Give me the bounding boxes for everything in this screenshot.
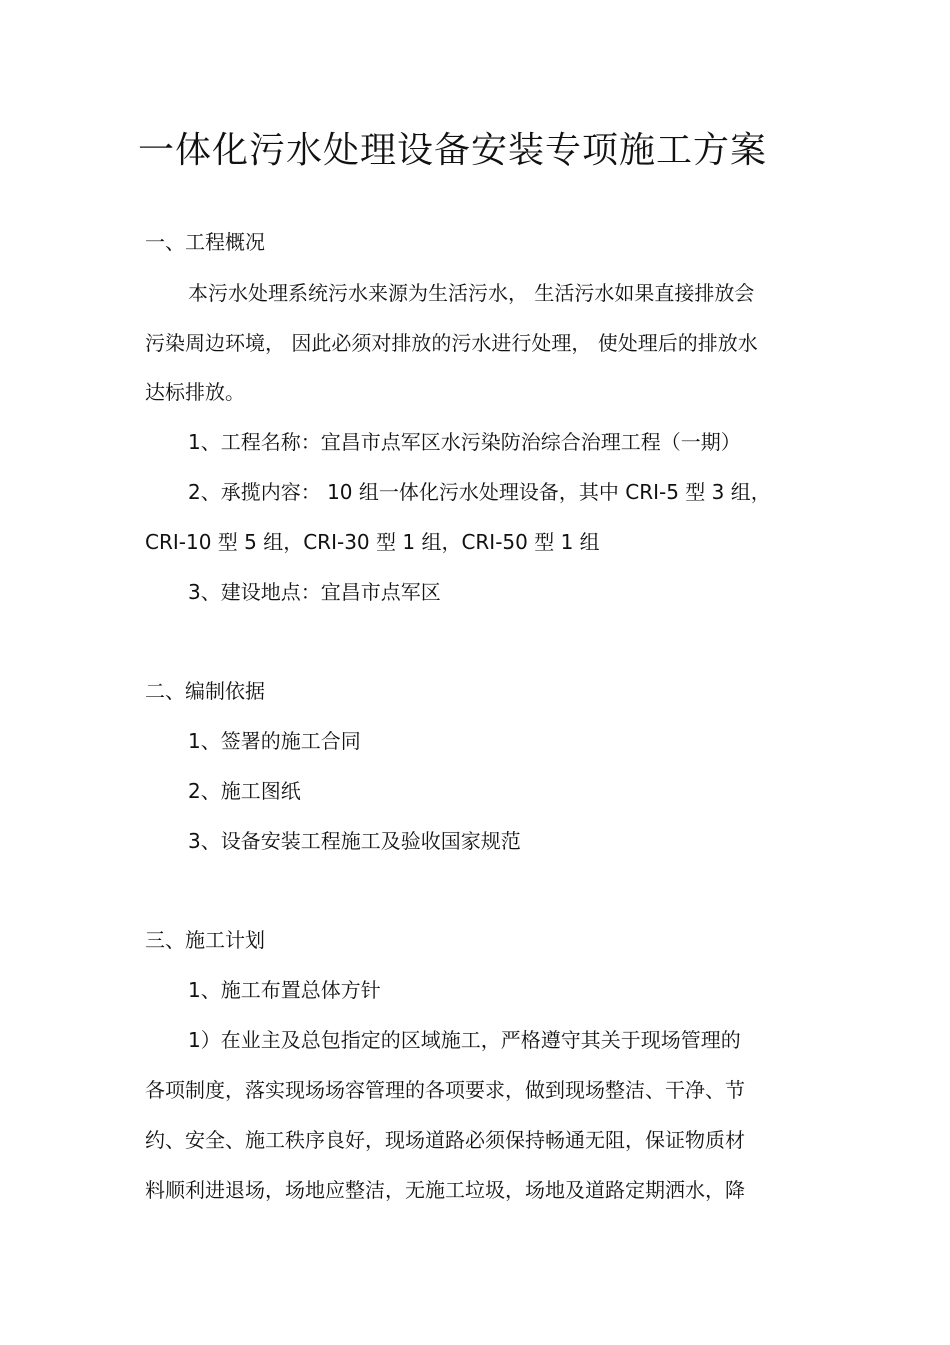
list-item: 1、签署的施工合同 (188, 729, 361, 753)
paragraph-line: 1）在业主及总包指定的区域施工，严格遵守其关于现场管理的 (188, 1028, 741, 1052)
section-heading-overview: 一、工程概况 (145, 230, 265, 254)
list-item-location: 3、建设地点：宜昌市点军区 (188, 580, 441, 604)
document-title: 一体化污水处理设备安装专项施工方案 (137, 130, 767, 171)
list-item-contract-content-continued: CRI-10 型 5 组，CRI-30 型 1 组，CRI-50 型 1 组 (145, 530, 600, 554)
paragraph-line: 各项制度，落实现场场容管理的各项要求，做到现场整洁、干净、节 (145, 1078, 745, 1102)
list-item: 3、设备安装工程施工及验收国家规范 (188, 829, 521, 853)
paragraph-line: 污染周边环境， 因此必须对排放的污水进行处理， 使处理后的排放水 (145, 331, 758, 355)
paragraph-line: 本污水处理系统污水来源为生活污水， 生活污水如果直接排放会 (188, 281, 755, 305)
list-item-contract-content: 2、承揽内容： 10 组一体化污水处理设备，其中 CRI-5 型 3 组， (188, 480, 771, 504)
paragraph-line: 约、安全、施工秩序良好，现场道路必须保持畅通无阻，保证物质材 (145, 1128, 745, 1152)
section-heading-plan: 三、施工计划 (145, 928, 265, 952)
section-heading-basis: 二、编制依据 (145, 679, 265, 703)
paragraph-line: 料顺利进退场，场地应整洁，无施工垃圾，场地及道路定期洒水，降 (145, 1178, 745, 1202)
list-item: 2、施工图纸 (188, 779, 301, 803)
list-item-project-name: 1、工程名称：宜昌市点军区水污染防治综合治理工程（一期） (188, 430, 741, 454)
paragraph-line: 达标排放。 (145, 380, 245, 404)
list-item: 1、施工布置总体方针 (188, 978, 381, 1002)
